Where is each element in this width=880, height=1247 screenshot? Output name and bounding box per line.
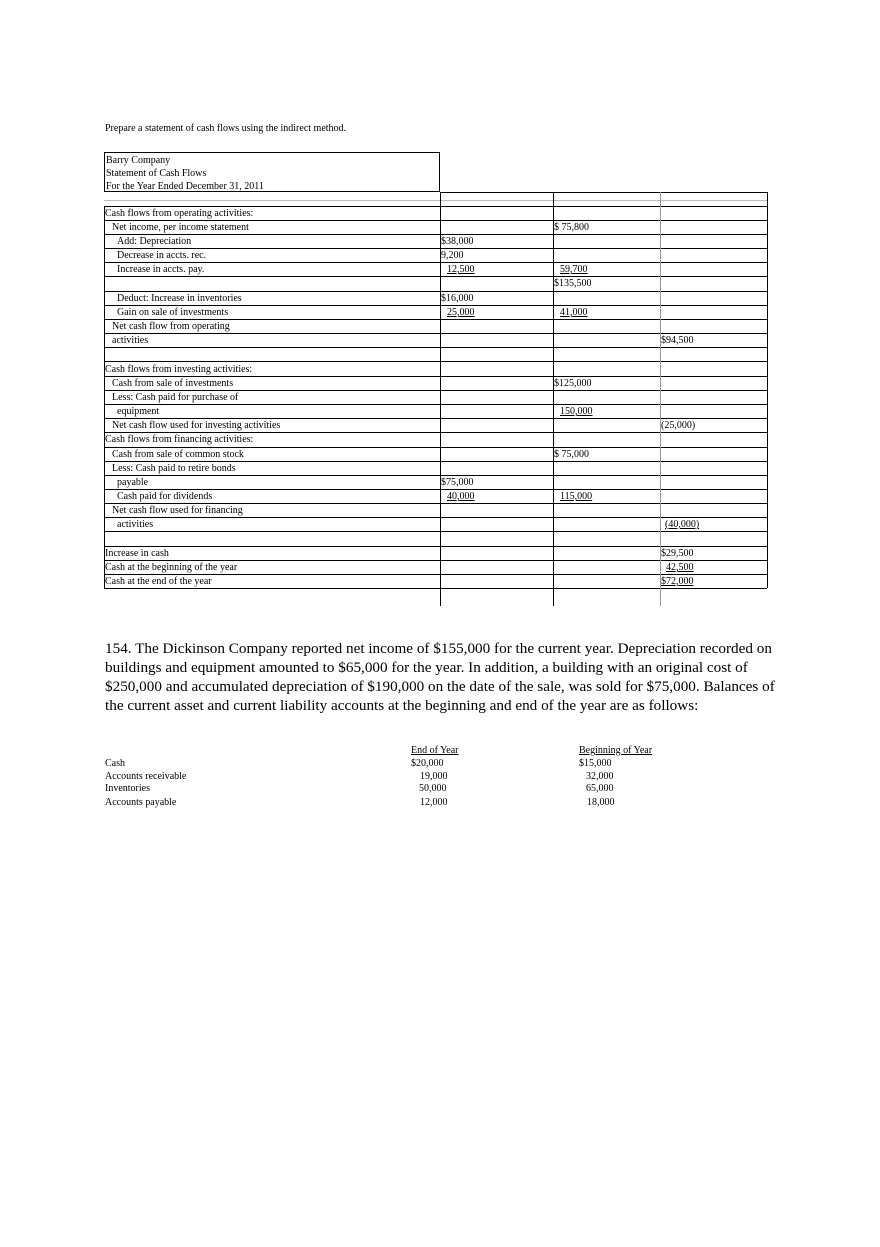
grid-row-line <box>104 489 767 490</box>
row-label: Cash flows from operating activities: <box>105 208 254 219</box>
header-beginning-of-year: Beginning of Year <box>579 745 653 756</box>
grid-column-line <box>660 192 661 606</box>
end-value: 12,000 <box>420 797 448 808</box>
grid-row-line <box>104 305 767 306</box>
row-label: activities <box>117 519 154 530</box>
row-label: Net cash flow used for financing <box>112 505 243 516</box>
account-label: Cash <box>105 758 125 769</box>
grid-row-line <box>104 503 767 504</box>
grid-column-line <box>553 192 554 606</box>
grid-row-line <box>104 432 767 433</box>
grid-row-line <box>104 475 767 476</box>
grid-row-line <box>104 262 767 263</box>
grid-row-line <box>104 333 767 334</box>
account-label: Accounts payable <box>105 797 177 808</box>
grid-row-line <box>104 319 767 320</box>
grid-row-line <box>104 291 767 292</box>
statement-header <box>104 152 440 192</box>
column-1-amount: $38,000 <box>441 236 474 247</box>
row-label: Cash at the end of the year <box>105 576 212 587</box>
end-value: 19,000 <box>420 771 448 782</box>
row-label: Less: Cash paid to retire bonds <box>112 463 236 474</box>
account-label: Accounts receivable <box>105 771 187 782</box>
column-2-amount: $ 75,000 <box>554 449 589 460</box>
row-label: Net cash flow used for investing activities <box>112 420 281 431</box>
column-1-amount: 25,000 <box>447 307 475 318</box>
problem-text: 154. The Dickinson Company reported net income of $155,000 for the current year. Depreciation recorded on buildings and equipment amounted to $65,000 for the year. In addition, a building with an original cost of $250,000 and accumulated depreciation of $190,000 on the date of the sale, was sold for $75,000. Balances of the current asset and current liability accounts at the beginning and end of the year are as follows: <box>105 640 775 714</box>
grid-row-line <box>104 531 767 532</box>
row-label: Deduct: Increase in inventories <box>117 293 242 304</box>
column-1-amount: $16,000 <box>441 293 474 304</box>
grid-row-line <box>104 560 767 561</box>
column-3-amount: $29,500 <box>661 548 694 559</box>
grid-row-line <box>104 461 767 462</box>
column-2-amount: $135,500 <box>554 278 592 289</box>
begin-value: 32,000 <box>586 771 614 782</box>
grid-row-line <box>104 404 767 405</box>
column-3-amount: 42,500 <box>666 562 694 573</box>
row-label: Less: Cash paid for purchase of <box>112 392 239 403</box>
row-label: Increase in cash <box>105 548 169 559</box>
grid-row-line <box>104 200 767 201</box>
begin-value: $15,000 <box>579 758 612 769</box>
grid-row-line <box>104 220 767 221</box>
instruction-text: Prepare a statement of cash flows using the indirect method. <box>105 123 347 134</box>
row-label: Cash flows from financing activities: <box>105 434 254 445</box>
account-label: Inventories <box>105 783 150 794</box>
end-value: $20,000 <box>411 758 444 769</box>
column-1-amount: 9,200 <box>441 250 464 261</box>
grid-row-line <box>104 376 767 377</box>
grid-row-line <box>104 418 767 419</box>
column-2-amount: 59,700 <box>560 264 588 275</box>
grid-row-line <box>104 546 767 547</box>
row-label: Cash from sale of common stock <box>112 449 244 460</box>
column-3-amount: (25,000) <box>661 420 696 431</box>
column-3-amount: (40,000) <box>665 519 700 530</box>
statement-period: For the Year Ended December 31, 2011 <box>106 181 264 192</box>
statement-title: Statement of Cash Flows <box>106 168 207 179</box>
grid-row-line <box>104 447 767 448</box>
column-2-amount: 150,000 <box>560 406 593 417</box>
row-label: Net income, per income statement <box>112 222 249 233</box>
row-label: Cash from sale of investments <box>112 378 234 389</box>
end-value: 50,000 <box>419 783 447 794</box>
row-label: payable <box>117 477 149 488</box>
row-label: Cash paid for dividends <box>117 491 213 502</box>
row-label: equipment <box>117 406 160 417</box>
column-1-amount: $75,000 <box>441 477 474 488</box>
grid-row-line <box>104 390 767 391</box>
grid-row-line <box>104 574 767 575</box>
row-label: Add: Depreciation <box>117 236 192 247</box>
grid-row-line <box>440 192 767 193</box>
column-3-amount: $72,000 <box>661 576 694 587</box>
row-label: activities <box>112 335 149 346</box>
grid-row-line <box>104 206 767 207</box>
row-label: Cash at the beginning of the year <box>105 562 238 573</box>
row-label: Gain on sale of investments <box>117 307 229 318</box>
column-2-amount: $125,000 <box>554 378 592 389</box>
column-2-amount: $ 75,800 <box>554 222 589 233</box>
row-label: Cash flows from investing activities: <box>105 364 253 375</box>
grid-row-line <box>104 517 767 518</box>
grid-row-line <box>104 234 767 235</box>
row-label: Decrease in accts. rec. <box>117 250 207 261</box>
column-1-amount: 12,500 <box>447 264 475 275</box>
row-label: Increase in accts. pay. <box>117 264 205 275</box>
grid-row-line <box>104 588 767 589</box>
column-3-amount: $94,500 <box>661 335 694 346</box>
column-2-amount: 115,000 <box>560 491 593 502</box>
grid-row-line <box>104 347 767 348</box>
row-label: Net cash flow from operating <box>112 321 230 332</box>
column-2-amount: 41,000 <box>560 307 588 318</box>
grid-row-line <box>104 276 767 277</box>
grid-row-line <box>104 361 767 362</box>
column-1-amount: 40,000 <box>447 491 475 502</box>
begin-value: 18,000 <box>587 797 615 808</box>
grid-column-line <box>767 192 768 588</box>
grid-row-line <box>104 248 767 249</box>
begin-value: 65,000 <box>586 783 614 794</box>
company-name: Barry Company <box>106 155 171 166</box>
header-end-of-year: End of Year <box>411 745 459 756</box>
grid-column-line <box>104 206 105 588</box>
